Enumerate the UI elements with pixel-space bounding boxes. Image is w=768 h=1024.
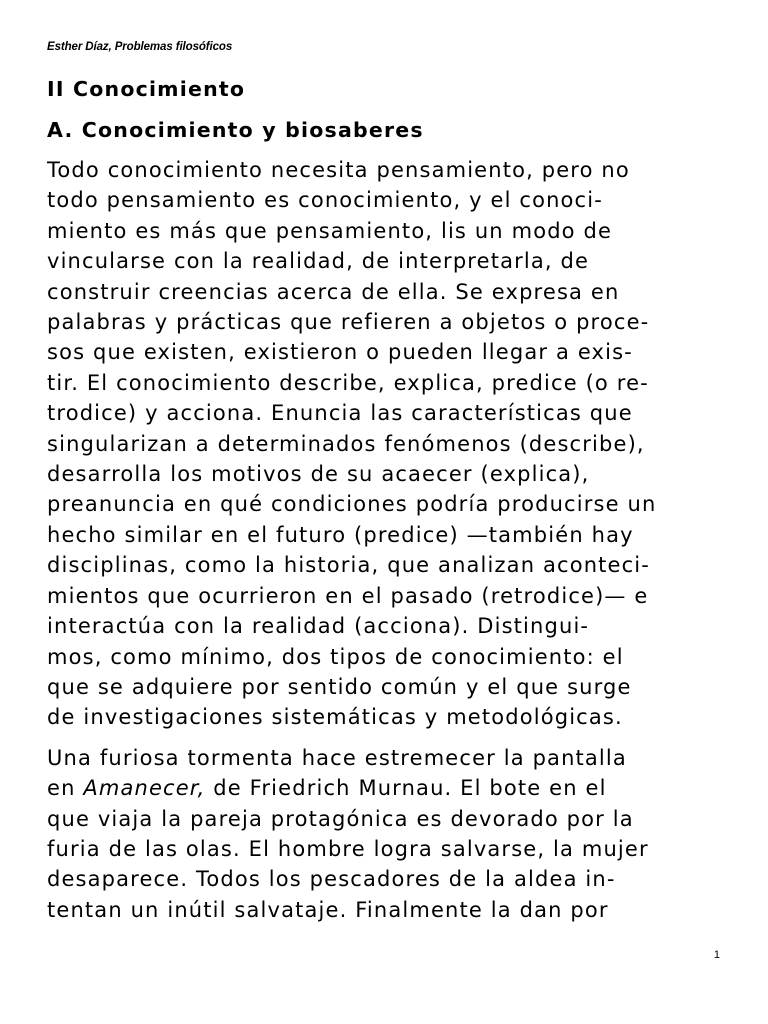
paragraph-line: preanuncia en qué condiciones podría producirse un bbox=[47, 492, 657, 517]
paragraph-line: que viaja la pareja protagónica es devorado por la bbox=[47, 806, 634, 831]
text-run: de Friedrich Murnau. El bote en el bbox=[205, 776, 607, 801]
paragraph-line: Todo conocimiento necesita pensamiento, pero no bbox=[47, 158, 630, 182]
running-header: Esther Díaz, Problemas filosóficos bbox=[47, 41, 233, 53]
paragraph-line: trodice) y acciona. Enuncia las características que bbox=[47, 401, 633, 426]
paragraph-line: hecho similar en el futuro (predice) —también hay bbox=[47, 522, 634, 547]
paragraph-line: Una furiosa tormenta hace estremecer la pantalla bbox=[47, 745, 627, 770]
paragraph-line: sos que existen, existieron o pueden llegar a exis- bbox=[47, 340, 633, 365]
paragraph-line: desarrolla los motivos de su acaecer (explica), bbox=[47, 462, 590, 487]
page-body bbox=[47, 74, 727, 925]
paragraph-line: interactúa con la realidad (acciona). Distingui- bbox=[47, 614, 590, 639]
paragraph-line bbox=[47, 773, 727, 803]
paragraph-line: palabras y prácticas que refieren a objetos o proce- bbox=[47, 310, 650, 335]
paragraph-line: construir creencias acerca de ella. Se expresa en bbox=[47, 279, 620, 304]
paragraph-line: todo pensamiento es conocimiento, y el conoci- bbox=[47, 188, 603, 213]
paragraph-1 bbox=[47, 155, 727, 733]
text-run: en bbox=[47, 776, 84, 801]
section-title: A. Conocimiento y biosaberes bbox=[47, 118, 424, 142]
paragraph-line: de investigaciones sistemáticas y metodológicas. bbox=[47, 705, 623, 730]
film-title: Amanecer, bbox=[83, 776, 206, 801]
paragraph-line: mos, como mínimo, dos tipos de conocimiento: el bbox=[47, 644, 624, 669]
paragraph-line: disciplinas, como la historia, que analizan aconteci- bbox=[47, 553, 651, 578]
paragraph-line: tentan un inútil salvataje. Finalmente la dan por bbox=[47, 897, 609, 922]
paragraph-line: desaparece. Todos los pescadores de la aldea in- bbox=[47, 867, 616, 892]
paragraph-line: miento es más que pensamiento, lis un modo de bbox=[47, 218, 613, 243]
paragraph-line: vincularse con la realidad, de interpretarla, de bbox=[47, 249, 590, 274]
paragraph-2 bbox=[47, 743, 727, 925]
chapter-title: II Conocimiento bbox=[47, 77, 246, 101]
paragraph-line: que se adquiere por sentido común y el que surge bbox=[47, 674, 632, 699]
paragraph-line: furia de las olas. El hombre logra salvarse, la mujer bbox=[47, 836, 649, 861]
paragraph-line: tir. El conocimiento describe, explica, predice (o re- bbox=[47, 370, 649, 395]
page-number: 1 bbox=[713, 949, 720, 961]
paragraph-line: mientos que ocurrieron en el pasado (retrodice)— e bbox=[47, 583, 649, 608]
paragraph-line: singularizan a determinados fenómenos (describe), bbox=[47, 431, 645, 456]
